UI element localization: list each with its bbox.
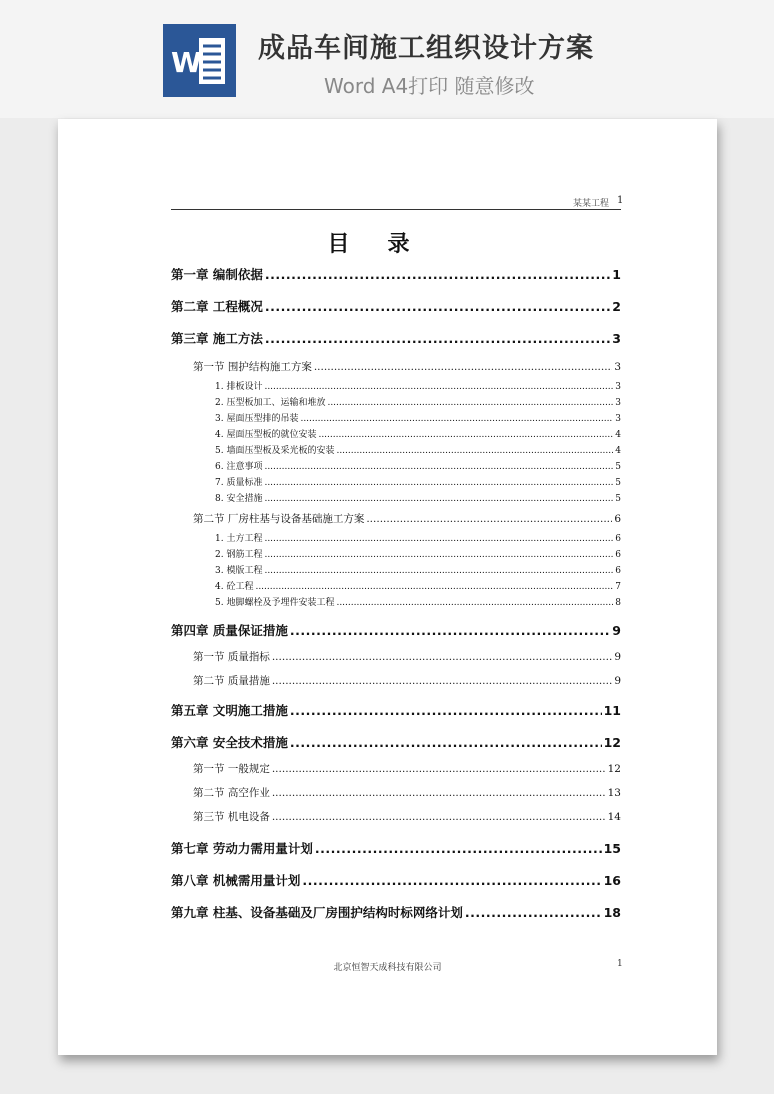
toc-leader-dots	[264, 478, 613, 488]
toc-entry[interactable]	[171, 297, 621, 315]
toc-leader-dots	[265, 299, 610, 314]
toc-entry[interactable]	[193, 359, 621, 374]
toc-entry-page: 4	[615, 446, 621, 456]
toc-entry-page: 3	[615, 398, 621, 408]
toc-leader-dots	[327, 398, 613, 408]
toc-leader-dots	[264, 462, 613, 472]
toc-entry-label: 3. 屋面压型排的吊装	[215, 414, 299, 424]
toc-leader-dots	[264, 550, 613, 560]
header-rule	[171, 209, 621, 210]
toc-entry-label: 8. 安全措施	[215, 494, 263, 504]
toc-entry[interactable]	[193, 673, 621, 688]
toc-entry-page: 3	[614, 361, 621, 373]
toc-entry-page: 14	[607, 811, 621, 823]
toc-leader-dots	[302, 873, 601, 888]
toc-entry-page: 2	[612, 299, 621, 314]
toc-entry-label: 4. 砼工程	[215, 582, 254, 592]
toc-entry-page: 6	[615, 534, 621, 544]
toc-leader-dots	[272, 651, 612, 663]
toc-entry-label: 2. 钢筋工程	[215, 550, 263, 560]
toc-entry-page: 9	[614, 675, 621, 687]
toc-entry-page: 8	[615, 598, 621, 608]
toc-entry-label: 3. 模版工程	[215, 566, 263, 576]
toc-leader-dots	[314, 361, 612, 373]
toc-leader-dots	[265, 331, 610, 346]
toc-entry-label: 第四章 质量保证措施	[171, 623, 288, 638]
toc-entry-label: 第九章 柱基、设备基础及厂房围护结构时标网络计划	[171, 905, 463, 920]
toc-entry-label: 6. 注意事项	[215, 462, 263, 472]
word-icon-letter: W	[171, 46, 202, 79]
toc-entry[interactable]	[193, 649, 621, 664]
toc-entry[interactable]	[215, 443, 621, 456]
toc-leader-dots	[255, 582, 613, 592]
toc-entry-label: 5. 墙面压型板及采光板的安装	[215, 446, 335, 456]
toc-entry-label: 第七章 劳动力需用量计划	[171, 841, 313, 856]
toc-entry-page: 5	[615, 478, 621, 488]
toc-entry[interactable]	[171, 871, 621, 889]
toc-leader-dots	[290, 703, 602, 718]
toc-entry-label: 1. 土方工程	[215, 534, 263, 544]
toc-entry[interactable]	[171, 839, 621, 857]
toc-entry-page: 1	[612, 267, 621, 282]
toc-entry[interactable]	[215, 491, 621, 504]
toc-leader-dots	[264, 382, 613, 392]
toc-entry[interactable]	[215, 563, 621, 576]
toc-leader-dots	[290, 623, 610, 638]
toc-leader-dots	[272, 675, 612, 687]
toc-entry[interactable]	[193, 785, 621, 800]
toc-entry-label: 1. 排板设计	[215, 382, 263, 392]
toc-leader-dots	[300, 414, 613, 424]
toc-entry-label: 第三章 施工方法	[171, 331, 263, 346]
toc-entry-page: 9	[612, 623, 621, 638]
toc-entry-page: 6	[614, 513, 621, 525]
toc-entry-label: 2. 压型板加工、运输和堆放	[215, 398, 326, 408]
toc-entry-page: 5	[615, 494, 621, 504]
toc-entry-page: 15	[603, 841, 621, 856]
toc-entry[interactable]	[171, 329, 621, 347]
toc-entry-label: 7. 质量标准	[215, 478, 263, 488]
toc-entry-page: 6	[615, 550, 621, 560]
toc-entry[interactable]	[171, 621, 621, 639]
toc-leader-dots	[290, 735, 602, 750]
toc-entry-label: 第二节 质量措施	[193, 675, 270, 687]
toc-entry-page: 12	[603, 735, 621, 750]
document-page	[58, 119, 717, 1055]
page-footer-number: 1	[617, 959, 623, 969]
toc-entry-label: 第三节 机电设备	[193, 811, 270, 823]
toc-entry-label: 第一节 一般规定	[193, 763, 270, 775]
toc-leader-dots	[336, 446, 613, 456]
toc-entry-page: 5	[615, 462, 621, 472]
toc-leader-dots	[265, 267, 610, 282]
toc-entry-label: 第二章 工程概况	[171, 299, 263, 314]
toc-entry-page: 3	[615, 414, 621, 424]
toc-entry-page: 6	[615, 566, 621, 576]
page-footer-text: 北京恒智天成科技有限公司	[333, 963, 442, 973]
toc-leader-dots	[264, 566, 613, 576]
toc-entry-page: 12	[607, 763, 621, 775]
toc-entry-page: 7	[615, 582, 621, 592]
toc-entry[interactable]	[215, 427, 621, 440]
toc-entry-label: 4. 屋面压型板的就位安装	[215, 430, 317, 440]
toc-entry-label: 第六章 安全技术措施	[171, 735, 288, 750]
toc-entry[interactable]	[193, 761, 621, 776]
toc-entry[interactable]	[215, 475, 621, 488]
toc-entry-label: 第五章 文明施工措施	[171, 703, 288, 718]
toc-entry[interactable]	[171, 265, 621, 283]
toc-leader-dots	[264, 494, 613, 504]
toc-entry[interactable]	[215, 395, 621, 408]
banner	[0, 0, 774, 118]
toc-leader-dots	[465, 905, 602, 920]
toc-entry-label: 第二节 厂房柱基与设备基础施工方案	[193, 513, 365, 525]
toc-title: 目录	[327, 232, 448, 257]
toc-entry[interactable]	[215, 531, 621, 544]
word-icon	[163, 24, 236, 97]
toc-entry[interactable]	[215, 595, 621, 608]
toc-leader-dots	[272, 811, 606, 823]
toc-entry-page: 3	[615, 382, 621, 392]
toc-entry[interactable]	[215, 579, 621, 592]
toc-leader-dots	[272, 763, 606, 775]
toc-leader-dots	[366, 513, 612, 525]
toc-entry-page: 3	[612, 331, 621, 346]
toc-leader-dots	[272, 787, 606, 799]
toc-leader-dots	[336, 598, 613, 608]
banner-subtitle: Word A4打印 随意修改	[324, 74, 535, 98]
toc-entry[interactable]	[193, 511, 621, 526]
toc-entry-page: 13	[607, 787, 621, 799]
toc-entry[interactable]	[171, 903, 621, 921]
toc-entry-page: 4	[615, 430, 621, 440]
page-header-number: 1	[617, 195, 624, 206]
toc-entry-page: 16	[603, 873, 621, 888]
toc-leader-dots	[318, 430, 613, 440]
toc-entry[interactable]	[171, 733, 621, 751]
toc-entry-page: 11	[603, 703, 621, 718]
toc-leader-dots	[264, 534, 613, 544]
toc-entry-label: 第一章 编制依据	[171, 267, 263, 282]
toc-entry-label: 第二节 高空作业	[193, 787, 270, 799]
banner-title: 成品车间施工组织设计方案	[258, 33, 594, 64]
toc-leader-dots	[315, 841, 602, 856]
toc-entry[interactable]	[215, 459, 621, 472]
toc-entry[interactable]	[215, 379, 621, 392]
toc-entry[interactable]	[215, 547, 621, 560]
toc-entry-label: 第一节 质量指标	[193, 651, 270, 663]
toc-entry-label: 5. 地脚螺栓及予埋件安装工程	[215, 598, 335, 608]
toc-entry[interactable]	[215, 411, 621, 424]
toc-entry-page: 18	[603, 905, 621, 920]
toc-entry-page: 9	[614, 651, 621, 663]
page-header-text: 某某工程	[572, 199, 609, 209]
toc-entry-label: 第一节 围护结构施工方案	[193, 361, 312, 373]
toc-entry[interactable]	[171, 701, 621, 719]
toc-entry-label: 第八章 机械需用量计划	[171, 873, 301, 888]
toc-entry[interactable]	[193, 809, 621, 824]
